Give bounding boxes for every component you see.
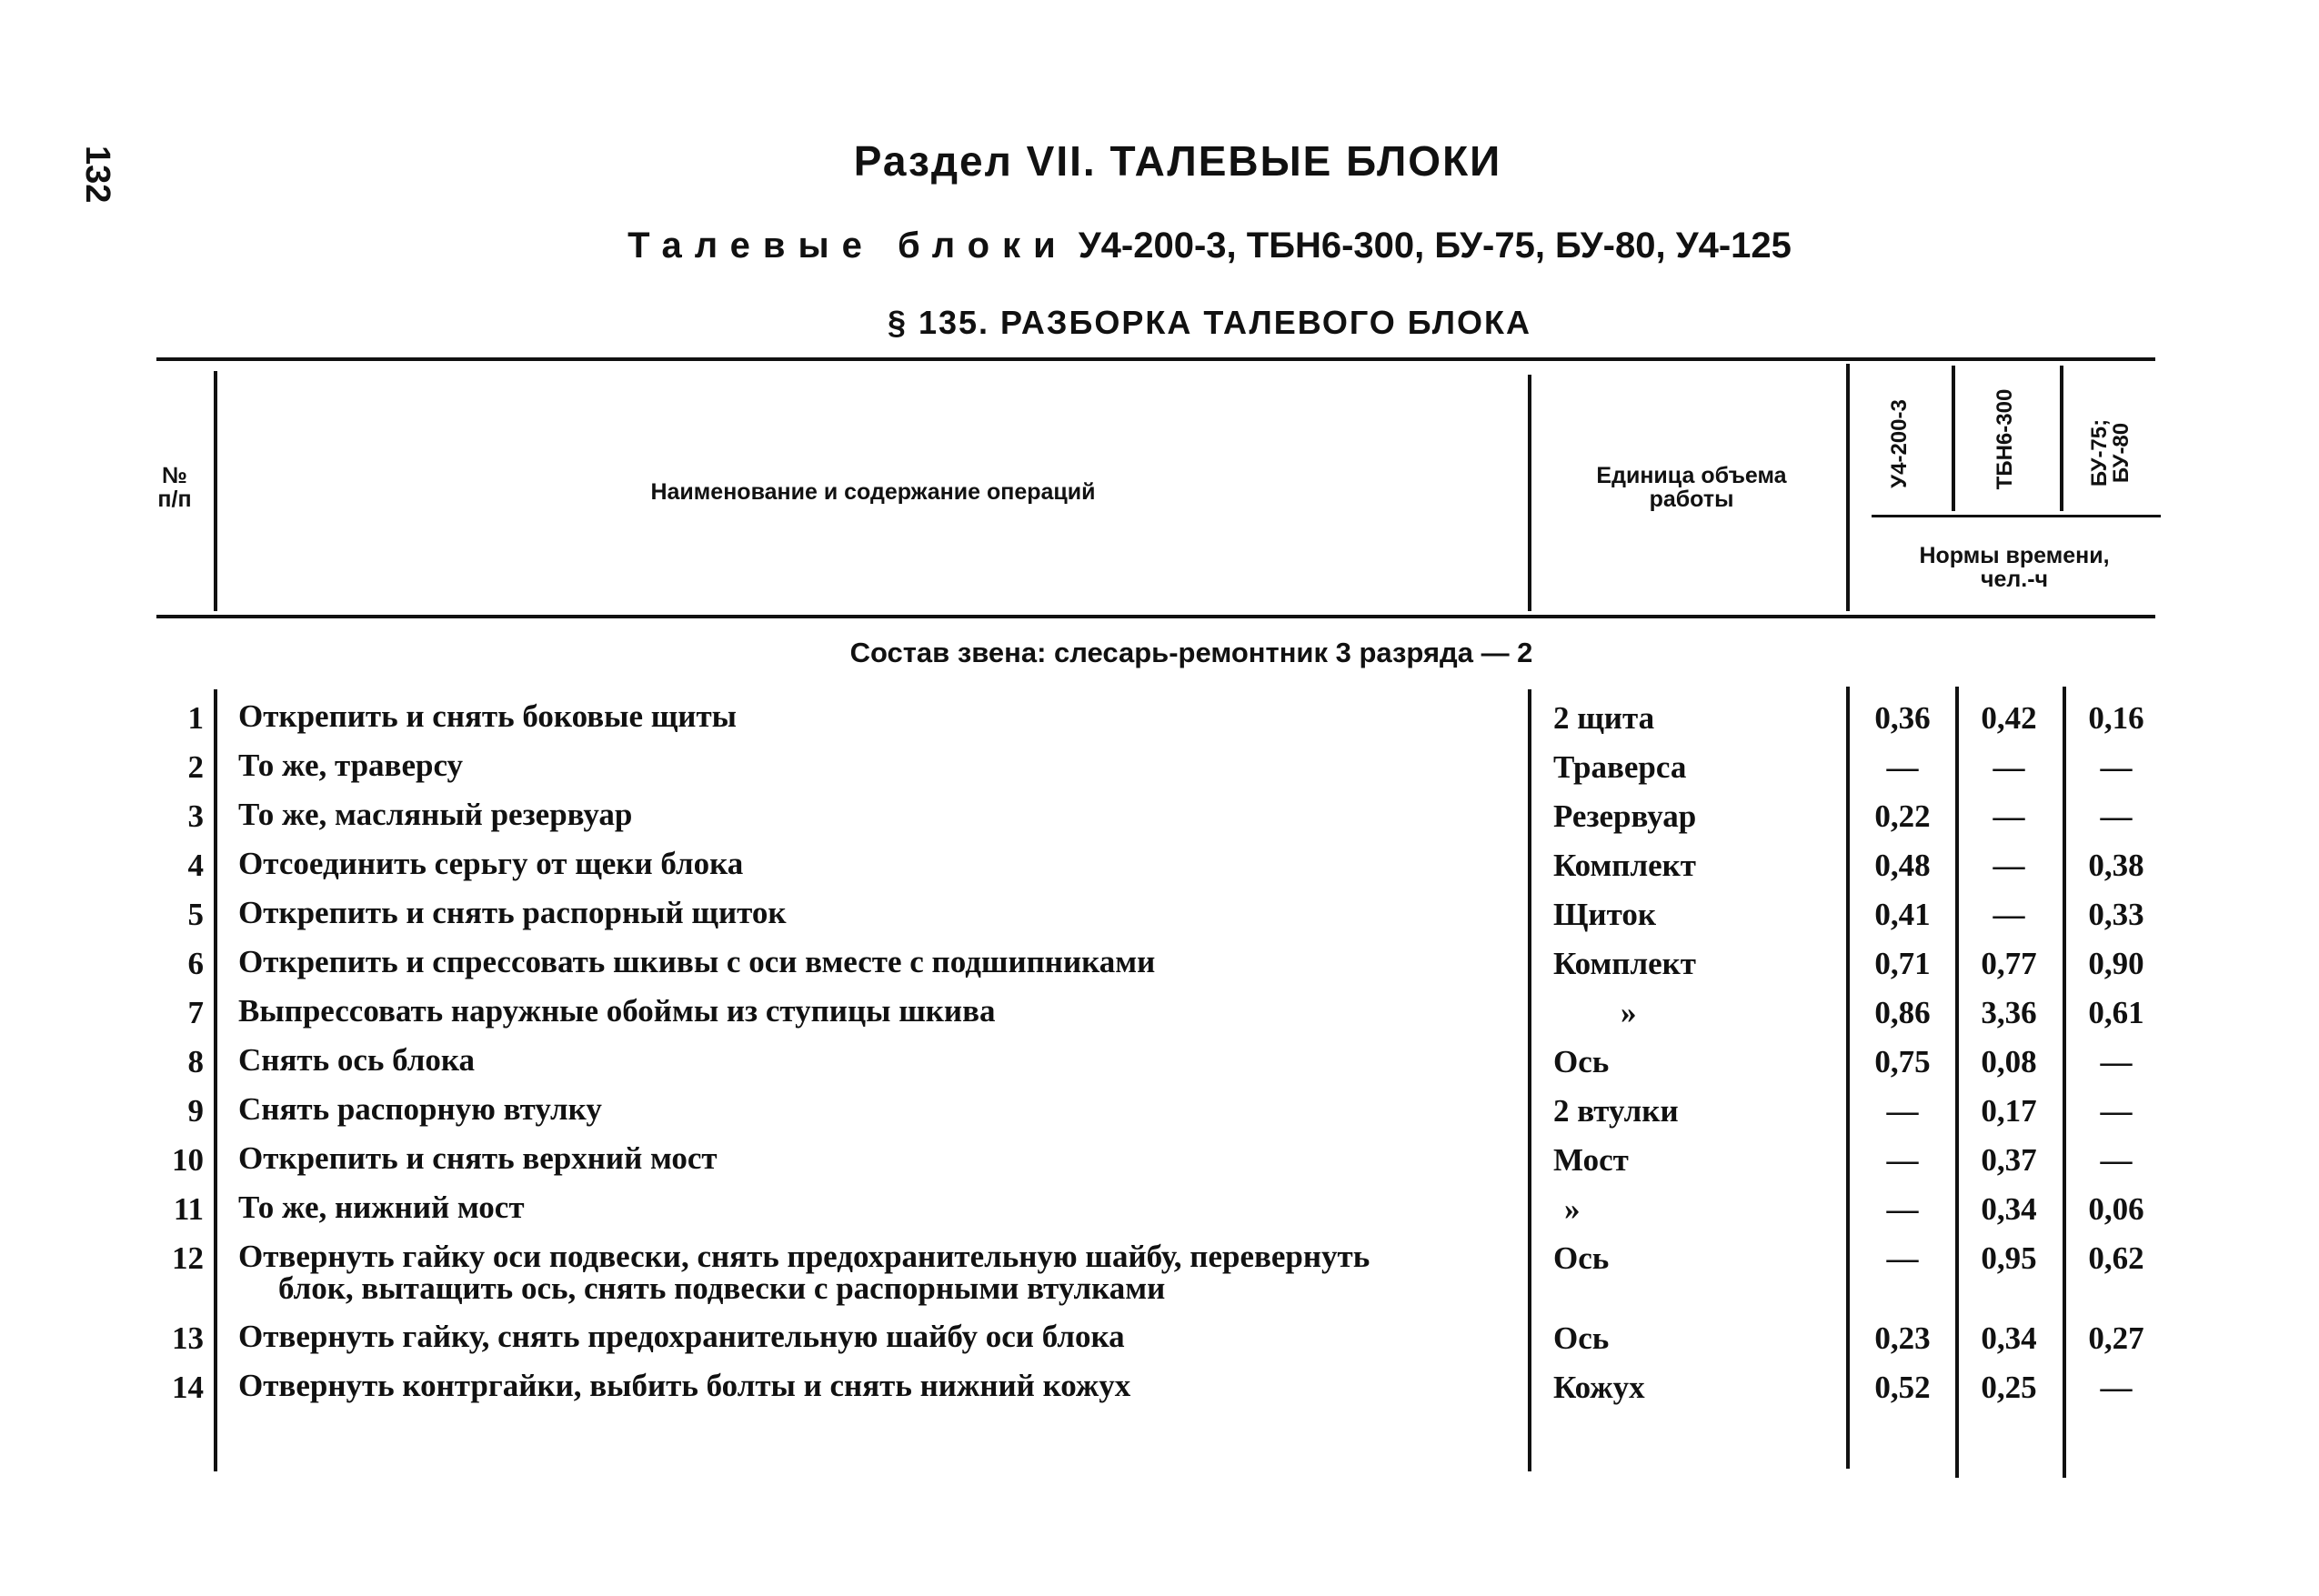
row-value-bu: 0,06 (2088, 1191, 2144, 1227)
row-value-tbn6: 0,34 (1981, 1320, 2037, 1356)
row-operation: То же, траверсу (238, 748, 464, 783)
row-num: 7 (187, 995, 204, 1030)
row-unit: 2 щита (1553, 700, 1655, 736)
header-unit-line1: Единица объема (1596, 463, 1787, 488)
row-value-tbn6: 0,17 (1981, 1093, 2037, 1129)
row-unit: Щиток (1553, 897, 1656, 932)
row-unit: » (1621, 995, 1637, 1030)
row-value-u4: — (1886, 1142, 1919, 1178)
row-value-tbn6: 0,08 (1981, 1044, 2037, 1079)
header-col-line-1 (214, 371, 217, 611)
table-header-bottom-rule (156, 615, 2155, 618)
subtitle-prefix: Талевые блоки (627, 226, 1069, 266)
row-num: 10 (172, 1142, 204, 1178)
row-operation: Открепить и спрессовать шкивы с оси вместе с подшипниками (238, 944, 1156, 979)
row-value-u4: 0,41 (1874, 897, 1931, 932)
row-num: 12 (172, 1240, 204, 1276)
header-num-line2: п/п (157, 487, 192, 513)
row-value-u4: 0,75 (1874, 1044, 1931, 1079)
row-value-bu: — (2100, 798, 2133, 834)
row-num: 14 (172, 1370, 204, 1405)
header-unit-line2: работы (1649, 487, 1734, 513)
row-unit: Траверса (1553, 749, 1687, 785)
row-num: 11 (173, 1191, 204, 1227)
row-num: 8 (187, 1044, 204, 1079)
row-value-bu: 0,38 (2088, 848, 2144, 883)
row-operation: Выпрессовать наружные обоймы из ступицы шкива (238, 993, 996, 1029)
header-col-line-3 (1846, 364, 1850, 611)
header-norms-line1: Нормы времени, (1919, 543, 2110, 568)
row-unit: Ось (1553, 1240, 1610, 1276)
crew-composition: Состав звена: слесарь-ремонтник 3 разряда — 2 (849, 637, 1533, 668)
row-unit: Комплект (1553, 848, 1697, 883)
row-unit: Ось (1553, 1044, 1610, 1079)
row-operation: Снять распорную втулку (238, 1091, 602, 1127)
row-value-bu: 0,27 (2088, 1320, 2144, 1356)
row-operation: Открепить и снять верхний мост (238, 1140, 718, 1176)
row-value-tbn6: 0,25 (1981, 1370, 2037, 1405)
row-value-u4: — (1886, 1240, 1919, 1276)
row-value-bu: 0,16 (2088, 700, 2144, 736)
row-value-bu: — (2100, 1370, 2133, 1405)
row-value-u4: 0,23 (1874, 1320, 1931, 1356)
row-value-u4: 0,52 (1874, 1370, 1931, 1405)
row-value-bu: — (2100, 749, 2133, 785)
header-col-line-4 (1952, 366, 1955, 511)
header-col-u4-200-3: У4-200-3 (1887, 399, 1912, 488)
header-operation: Наименование и содержание операций (650, 479, 1096, 505)
header-num-line1: № (162, 463, 187, 488)
row-operation: Открепить и снять распорный щиток (238, 895, 787, 930)
row-num: 5 (187, 897, 204, 932)
header-col-line-5 (2060, 366, 2063, 511)
row-value-u4: — (1886, 1093, 1919, 1129)
subtitle (0, 226, 2319, 266)
section-title: Раздел VII. ТАЛЕВЫЕ БЛОКИ (853, 137, 1502, 185)
body-col-line-3 (1846, 687, 1850, 1469)
row-unit: Ось (1553, 1320, 1610, 1356)
row-num: 1 (187, 700, 204, 736)
body-col-line-2 (1528, 689, 1531, 1471)
row-value-tbn6: 3,36 (1981, 995, 2037, 1030)
row-operation: Отсоединить серьгу от щеки блока (238, 846, 744, 881)
row-value-bu: — (2100, 1093, 2133, 1129)
norms-divider-rule (1872, 515, 2161, 517)
row-value-tbn6: — (1993, 798, 2025, 834)
row-value-bu: 0,90 (2088, 946, 2144, 981)
header-col3-line1: БУ-75; (2087, 418, 2112, 487)
row-value-tbn6: — (1993, 897, 2025, 932)
row-value-tbn6: 0,37 (1981, 1142, 2037, 1178)
row-operation: То же, масляный резервуар (238, 797, 633, 832)
header-num (147, 464, 202, 512)
row-value-bu: — (2100, 1044, 2133, 1079)
row-value-tbn6: 0,34 (1981, 1191, 2037, 1227)
row-operation-line1: Отвернуть гайку оси подвески, снять предохранительную шайбу, перевернуть (238, 1239, 1370, 1274)
row-value-tbn6: — (1993, 848, 2025, 883)
page-number: 132 (78, 146, 116, 204)
row-value-tbn6: 0,95 (1981, 1240, 2037, 1276)
paragraph-title: § 135. РАЗБОРКА ТАЛЕВОГО БЛОКА (887, 304, 1532, 341)
row-num: 4 (187, 848, 204, 883)
row-num: 2 (187, 749, 204, 785)
row-unit: Мост (1553, 1142, 1629, 1178)
row-operation (238, 1240, 1511, 1304)
row-value-u4: 0,71 (1874, 946, 1931, 981)
row-operation: Снять ось блока (238, 1042, 476, 1078)
row-operation-line2: блок, вытащить ось, снять подвески с распорными втулками (278, 1270, 1166, 1306)
row-value-u4: 0,86 (1874, 995, 1931, 1030)
subtitle-models: У4-200-3, ТБН6-300, БУ-75, БУ-80, У4-125 (1078, 226, 1792, 266)
row-num: 3 (187, 798, 204, 834)
header-norms (1860, 544, 2169, 592)
row-value-bu: 0,61 (2088, 995, 2144, 1030)
row-value-u4: — (1886, 749, 1919, 785)
row-value-tbn6: 0,42 (1981, 700, 2037, 736)
row-value-u4: 0,36 (1874, 700, 1931, 736)
row-value-bu: — (2100, 1142, 2133, 1178)
table-top-rule (156, 357, 2155, 361)
row-value-bu: 0,33 (2088, 897, 2144, 932)
row-num: 6 (187, 946, 204, 981)
row-unit: Комплект (1553, 946, 1697, 981)
row-operation: Открепить и снять боковые щиты (238, 698, 737, 734)
header-norms-line2: чел.-ч (1980, 567, 2049, 593)
row-operation: Отвернуть контргайки, выбить болты и снять нижний кожух (238, 1368, 1131, 1403)
header-unit (1537, 464, 1846, 512)
row-num: 13 (172, 1320, 204, 1356)
header-col-tbn6-300: ТБН6-300 (1993, 388, 2017, 490)
header-col3-line2: БУ-80 (2109, 422, 2133, 484)
body-col-line-1 (214, 689, 217, 1471)
row-num: 9 (187, 1093, 204, 1129)
row-value-u4: 0,22 (1874, 798, 1931, 834)
header-col-bu-75-80 (2089, 407, 2133, 498)
row-unit: 2 втулки (1553, 1093, 1679, 1129)
row-unit: » (1564, 1191, 1581, 1227)
row-value-tbn6: — (1993, 749, 2025, 785)
row-value-tbn6: 0,77 (1981, 946, 2037, 981)
row-unit: Кожух (1553, 1370, 1645, 1405)
row-value-u4: — (1886, 1191, 1919, 1227)
header-col-line-2 (1528, 375, 1531, 611)
row-unit: Резервуар (1553, 798, 1697, 834)
row-value-u4: 0,48 (1874, 848, 1931, 883)
row-value-bu: 0,62 (2088, 1240, 2144, 1276)
row-operation: Отвернуть гайку, снять предохранительную шайбу оси блока (238, 1319, 1125, 1354)
row-operation: То же, нижний мост (238, 1189, 525, 1225)
